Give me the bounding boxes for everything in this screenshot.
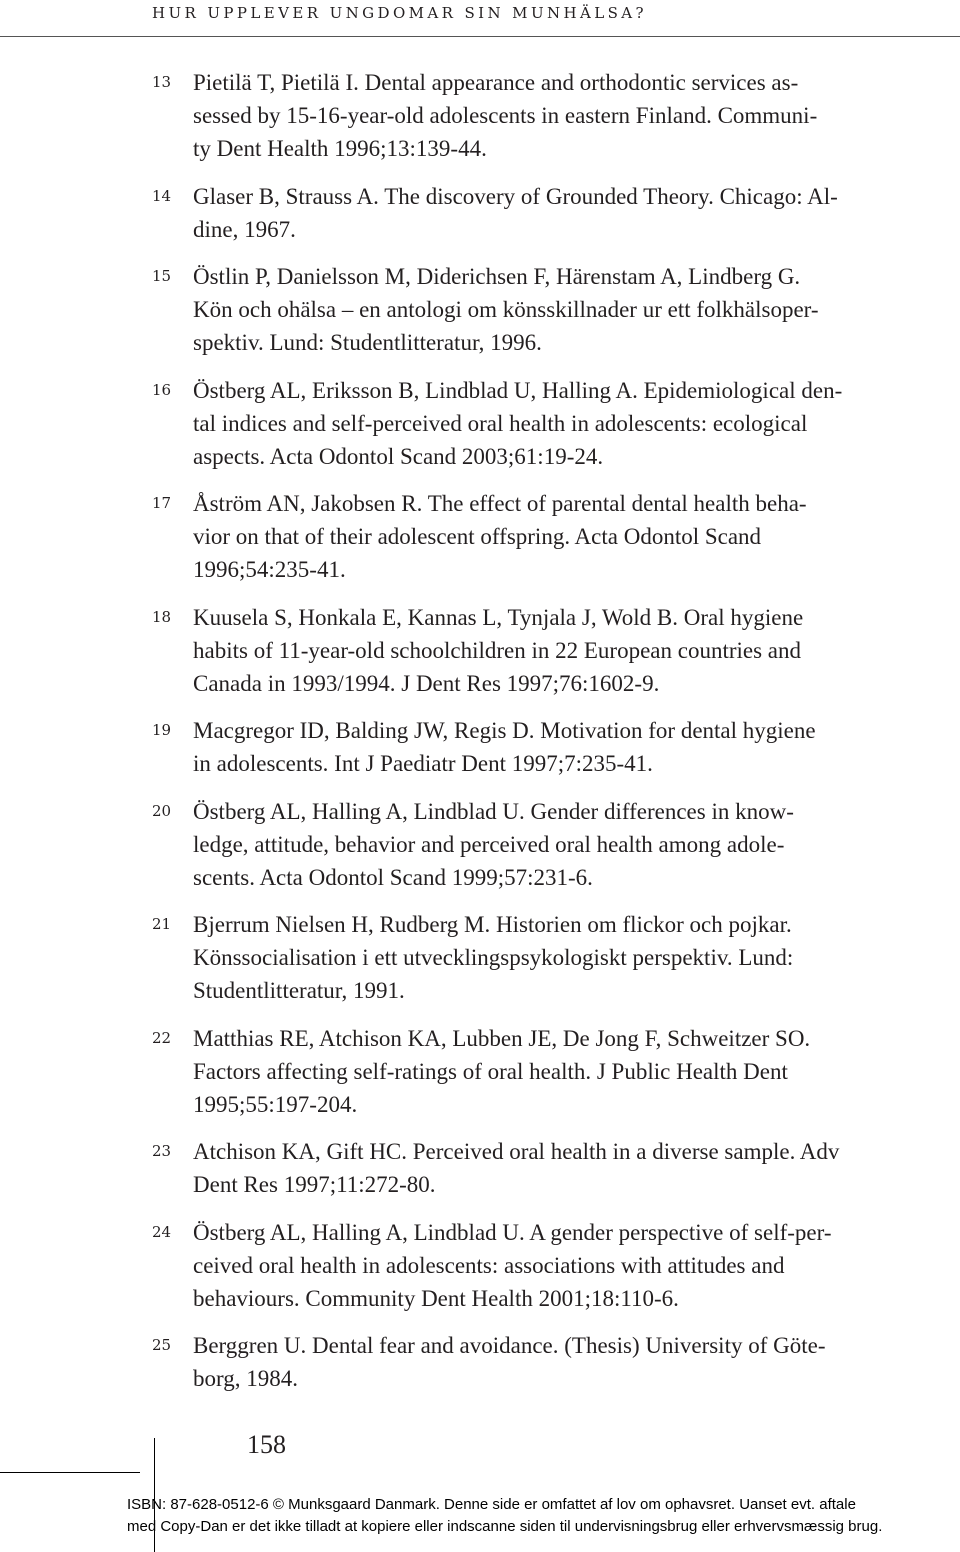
reference-item	[0, 601, 960, 700]
reference-line: scents. Acta Odontol Scand 1999;57:231-6.	[193, 864, 593, 890]
reference-item	[0, 487, 960, 586]
reference-text	[193, 487, 903, 586]
reference-line: borg, 1984.	[193, 1366, 298, 1391]
reference-line: Östlin P, Danielsson M, Diderichsen F, Härenstam A, Lindberg G.	[193, 264, 801, 289]
reference-line: Östberg AL, Eriksson B, Lindblad U, Halling A. Epidemiological den-	[193, 377, 843, 403]
reference-text	[193, 1329, 903, 1395]
reference-text	[193, 908, 903, 1007]
reference-text	[193, 260, 903, 359]
reference-text	[193, 180, 903, 246]
reference-line: Factors affecting self-ratings of oral health. J Public Health Dent	[193, 1058, 788, 1084]
reference-line: Östberg AL, Halling A, Lindblad U. A gender perspective of self-per-	[193, 1219, 832, 1245]
footer-line: ISBN: 87-628-0512-6 © Munksgaard Danmark. Denne side er omfattet af lov om ophavsret. Uanset evt. aftale	[127, 1496, 856, 1513]
reference-line: Atchison KA, Gift HC. Perceived oral health in a diverse sample. Adv	[193, 1139, 840, 1164]
reference-line: Dent Res 1997;11:272-80.	[193, 1172, 436, 1197]
reference-text	[193, 601, 903, 700]
reference-number: 17	[152, 494, 172, 512]
running-header-title: HUR UPPLEVER UNGDOMAR SIN MUNHÄLSA?	[152, 4, 647, 22]
reference-text	[193, 795, 903, 894]
reference-number: 25	[152, 1336, 172, 1354]
reference-line: Canada in 1993/1994. J Dent Res 1997;76:1602-9.	[193, 670, 660, 696]
reference-number: 24	[152, 1222, 172, 1241]
reference-line: tal indices and self-perceived oral health in adolescents: ecological	[193, 410, 808, 436]
reference-text	[193, 374, 903, 473]
reference-item	[0, 908, 960, 1007]
reference-item	[0, 795, 960, 894]
reference-number: 15	[152, 267, 172, 285]
reference-line: ledge, attitude, behavior and perceived oral health among adole-	[193, 831, 785, 857]
reference-item	[0, 714, 960, 780]
reference-item	[0, 1022, 960, 1121]
reference-line: Berggren U. Dental fear and avoidance. (Thesis) University of Göte-	[193, 1333, 826, 1358]
reference-line: in adolescents. Int J Paediatr Dent 1997;7:235-41.	[193, 751, 653, 776]
reference-item	[0, 1329, 960, 1395]
reference-list	[0, 66, 960, 1410]
reference-item	[0, 1216, 960, 1315]
reference-text	[193, 1135, 903, 1201]
reference-text	[193, 1216, 903, 1315]
reference-line: Studentlitteratur, 1991.	[193, 978, 405, 1003]
reference-number: 21	[152, 915, 172, 933]
reference-line: Åström AN, Jakobsen R. The effect of parental dental health beha-	[193, 491, 807, 516]
reference-line: Kön och ohälsa – en antologi om könsskillnader ur ett folkhälsoper-	[193, 297, 819, 322]
reference-number: 22	[152, 1028, 172, 1047]
reference-line: dine, 1967.	[193, 216, 296, 242]
reference-line: 1995;55:197-204.	[193, 1091, 358, 1117]
reference-line: behaviours. Community Dent Health 2001;18:110-6.	[193, 1285, 679, 1311]
reference-number: 14	[152, 186, 172, 205]
reference-line: Östberg AL, Halling A, Lindblad U. Gender differences in know-	[193, 798, 794, 824]
reference-number: 20	[152, 801, 172, 820]
reference-line: Matthias RE, Atchison KA, Lubben JE, De Jong F, Schweitzer SO.	[193, 1025, 811, 1051]
reference-line: Glaser B, Strauss A. The discovery of Grounded Theory. Chicago: Al-	[193, 183, 838, 209]
reference-item	[0, 374, 960, 473]
reference-number: 19	[152, 721, 172, 739]
footer-line: med Copy-Dan er det ikke tilladt at kopiere eller indscanne siden til undervisningsbrug eller erhvervsmæssig brug.	[127, 1518, 883, 1535]
reference-item	[0, 66, 960, 165]
reference-number: 23	[152, 1142, 172, 1160]
crop-mark-horizontal	[0, 1472, 140, 1473]
reference-text	[193, 714, 903, 780]
page-number: 158	[247, 1430, 286, 1459]
reference-line: 1996;54:235-41.	[193, 557, 346, 582]
reference-item	[0, 180, 960, 246]
reference-number: 13	[152, 73, 172, 91]
reference-line: Kuusela S, Honkala E, Kannas L, Tynjala J, Wold B. Oral hygiene	[193, 604, 804, 630]
header-rule	[0, 36, 960, 37]
reference-text	[193, 66, 903, 165]
reference-line: vior on that of their adolescent offspring. Acta Odontol Scand	[193, 524, 762, 549]
copyright-footer	[127, 1494, 882, 1538]
reference-line: aspects. Acta Odontol Scand 2003;61:19-24.	[193, 443, 604, 469]
reference-item	[0, 260, 960, 359]
reference-item	[0, 1135, 960, 1201]
reference-number: 16	[152, 380, 172, 399]
reference-line: Könssocialisation i ett utvecklingspsykologiskt perspektiv. Lund:	[193, 945, 794, 970]
reference-line: Macgregor ID, Balding JW, Regis D. Motivation for dental hygiene	[193, 718, 816, 743]
reference-line: Pietilä T, Pietilä I. Dental appearance and orthodontic services as-	[193, 70, 799, 95]
reference-line: sessed by 15-16-year-old adolescents in eastern Finland. Communi-	[193, 103, 818, 128]
reference-line: Bjerrum Nielsen H, Rudberg M. Historien om flickor och pojkar.	[193, 912, 792, 937]
reference-text	[193, 1022, 903, 1121]
reference-line: ty Dent Health 1996;13:139-44.	[193, 136, 487, 161]
reference-line: habits of 11-year-old schoolchildren in 22 European countries and	[193, 637, 802, 663]
reference-line: ceived oral health in adolescents: associations with attitudes and	[193, 1252, 785, 1278]
reference-line: spektiv. Lund: Studentlitteratur, 1996.	[193, 330, 542, 355]
reference-number: 18	[152, 607, 172, 626]
